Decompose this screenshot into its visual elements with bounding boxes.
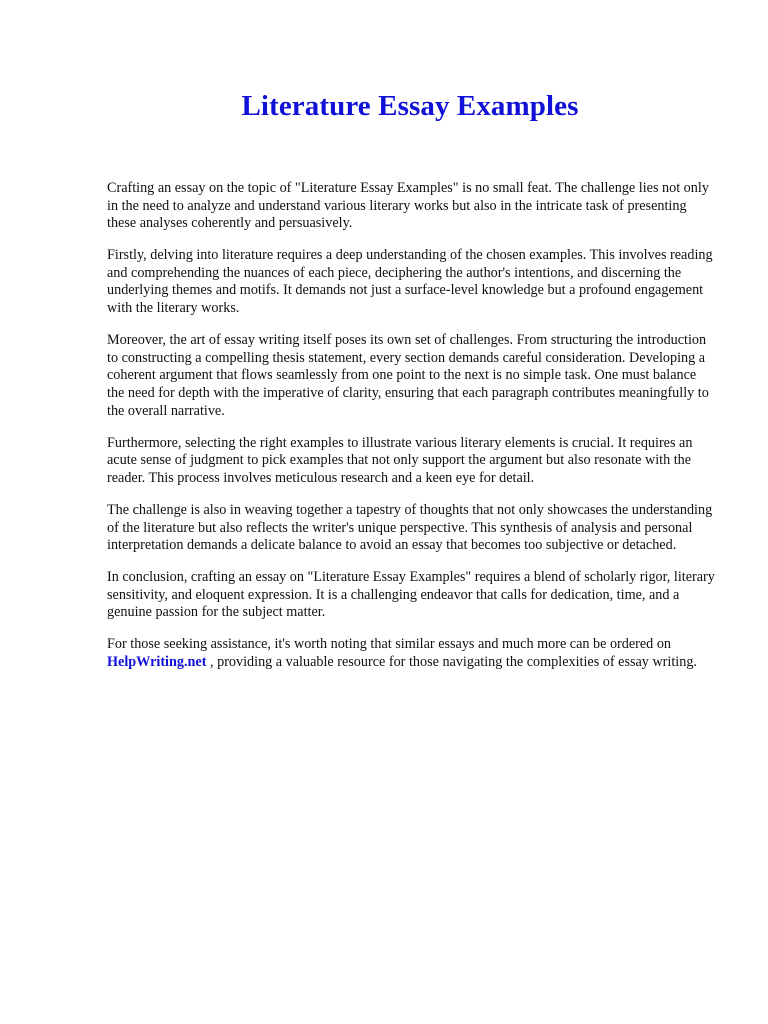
- assistance-text-before-link: For those seeking assistance, it's worth noting that similar essays and much more can be ordered on: [107, 636, 672, 653]
- essay-body: [107, 180, 715, 686]
- assistance-text-after-link: , providing a valuable resource for those navigating the complexities of essay writing.: [206, 654, 697, 671]
- page-title: Literature Essay Examples: [241, 90, 579, 122]
- paragraph-furthermore: Furthermore, selecting the right examples to illustrate various literary elements is crucial. It requires an acute sense of judgment to pick examples that not only support the argument but also resonate with the reader. This process involves meticulous research and a keen eye for detail.: [107, 434, 693, 486]
- helpwriting-link[interactable]: HelpWriting.net: [107, 654, 207, 671]
- paragraph-moreover: Moreover, the art of essay writing itself poses its own set of challenges. From structuring the introduction to constructing a compelling thesis statement, every section demands careful consideration. Developing a coherent argument that flows seamlessly from one point to the next is no simple task. One must balance the need for depth with the imperative of clarity, ensuring that each paragraph contributes meaningfully to the overall narrative.: [107, 332, 709, 419]
- paragraph-intro: Crafting an essay on the topic of "Literature Essay Examples" is no small feat. The challenge lies not only in the need to analyze and understand various literary works but also in the intricate task of presenting these analyses coherently and persuasively.: [107, 180, 709, 232]
- paragraph-firstly: Firstly, delving into literature requires a deep understanding of the chosen examples. This involves reading and comprehending the nuances of each piece, deciphering the author's intentions, and discerning the underlying themes and motifs. It demands not just a surface-level knowledge but a profound engagement with the literary works.: [107, 247, 713, 317]
- paragraph-conclusion: In conclusion, crafting an essay on "Literature Essay Examples" requires a blend of scholarly rigor, literary sensitivity, and eloquent expression. It is a challenging endeavor that calls for dedication, time, and a genuine passion for the subject matter.: [107, 569, 715, 621]
- paragraph-assistance: [107, 636, 715, 671]
- paragraph-challenge: The challenge is also in weaving together a tapestry of thoughts that not only showcases the understanding of the literature but also reflects the writer's unique perspective. This synthesis of analysis and personal interpretation demands a delicate balance to avoid an essay that becomes too subjective or detached.: [107, 501, 713, 554]
